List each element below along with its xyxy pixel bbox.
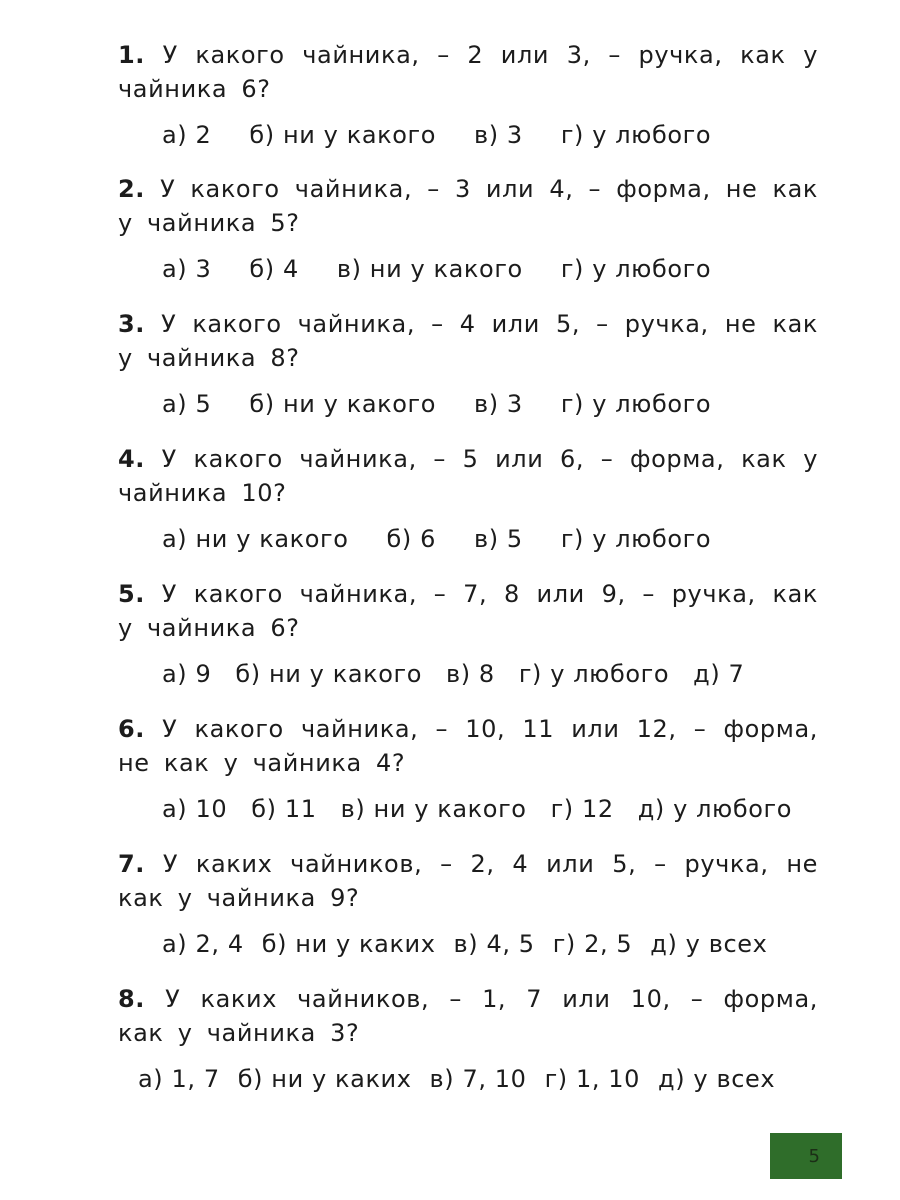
question-6 <box>118 712 818 826</box>
answer-option-d[interactable]: г) 2, 5 <box>552 930 633 958</box>
answer-option-e[interactable]: д) у любого <box>637 795 793 823</box>
question-number: 4. <box>118 445 146 473</box>
answer-option-b[interactable]: б) ни у каких <box>261 930 436 958</box>
answer-option-d[interactable]: г) у любого <box>560 255 712 283</box>
answer-option-d[interactable]: г) у любого <box>560 525 712 553</box>
answer-option-e[interactable]: д) 7 <box>693 660 745 688</box>
answer-option-e[interactable]: д) у всех <box>658 1065 776 1093</box>
answer-option-a[interactable]: а) 10 <box>162 795 228 823</box>
question-text: У каких чайников, – 2, 4 или 5, – ручка, не как у чайника 9? <box>118 850 819 912</box>
answer-option-d[interactable]: г) у любого <box>560 390 712 418</box>
answer-option-b[interactable]: б) ни у какого <box>249 121 436 149</box>
question-number: 5. <box>118 580 146 608</box>
answer-option-d[interactable]: г) 1, 10 <box>544 1065 641 1093</box>
question-text: У какого чайника, – 5 или 6, – форма, как у чайника 10? <box>118 445 818 507</box>
question-4 <box>118 442 818 556</box>
question-number: 3. <box>118 310 146 338</box>
answer-options <box>118 118 818 152</box>
answer-option-a[interactable]: а) 9 <box>162 660 212 688</box>
question-1 <box>118 38 818 152</box>
question-text: У какого чайника, – 2 или 3, – ручка, как у чайника 6? <box>118 41 818 103</box>
question-5 <box>118 577 818 691</box>
answer-options <box>118 1062 818 1096</box>
question-number: 1. <box>118 41 146 69</box>
answer-options <box>118 387 818 421</box>
answer-option-b[interactable]: б) ни у какого <box>235 660 422 688</box>
answer-option-c[interactable]: в) ни у какого <box>340 795 527 823</box>
question-number: 6. <box>118 715 146 743</box>
question-number: 2. <box>118 175 146 203</box>
question-number: 7. <box>118 850 146 878</box>
question-number: 8. <box>118 985 146 1013</box>
question-text: У какого чайника, – 4 или 5, – ручка, не как у чайника 8? <box>118 310 819 372</box>
answer-option-b[interactable]: б) ни у какого <box>249 390 436 418</box>
answer-option-b[interactable]: б) ни у каких <box>237 1065 412 1093</box>
answer-option-e[interactable]: д) у всех <box>650 930 768 958</box>
answer-options <box>118 657 818 691</box>
page-number: 5 <box>808 1145 820 1167</box>
page-number-badge <box>770 1133 842 1179</box>
question-text: У какого чайника, – 7, 8 или 9, – ручка, как у чайника 6? <box>118 580 818 642</box>
answer-option-a[interactable]: а) 1, 7 <box>138 1065 220 1093</box>
answer-option-c[interactable]: в) 3 <box>474 121 523 149</box>
answer-option-d[interactable]: г) у любого <box>518 660 670 688</box>
answer-options <box>118 252 818 286</box>
answer-option-c[interactable]: в) ни у какого <box>336 255 523 283</box>
answer-option-c[interactable]: в) 7, 10 <box>429 1065 527 1093</box>
answer-options <box>118 792 818 826</box>
answer-option-c[interactable]: в) 4, 5 <box>453 930 535 958</box>
question-text: У каких чайников, – 1, 7 или 10, – форма, как у чайника 3? <box>118 985 818 1047</box>
question-3 <box>118 307 818 421</box>
question-2 <box>118 172 818 286</box>
question-text: У какого чайника, – 3 или 4, – форма, не как у чайника 5? <box>118 175 818 237</box>
answer-option-c[interactable]: в) 5 <box>474 525 523 553</box>
answer-option-d[interactable]: г) 12 <box>550 795 614 823</box>
answer-option-a[interactable]: а) 3 <box>162 255 212 283</box>
answer-option-a[interactable]: а) 5 <box>162 390 212 418</box>
answer-option-c[interactable]: в) 3 <box>474 390 523 418</box>
answer-option-a[interactable]: а) 2, 4 <box>162 930 244 958</box>
answer-options <box>118 522 818 556</box>
question-8 <box>118 982 818 1096</box>
answer-option-b[interactable]: б) 4 <box>249 255 299 283</box>
answer-options <box>118 927 818 961</box>
answer-option-d[interactable]: г) у любого <box>560 121 712 149</box>
question-7 <box>118 847 818 961</box>
answer-option-b[interactable]: б) 11 <box>251 795 317 823</box>
answer-option-a[interactable]: а) ни у какого <box>162 525 349 553</box>
answer-option-b[interactable]: б) 6 <box>386 525 436 553</box>
question-text: У какого чайника, – 10, 11 или 12, – форма, не как у чайника 4? <box>118 715 818 777</box>
answer-option-a[interactable]: а) 2 <box>162 121 212 149</box>
answer-option-c[interactable]: в) 8 <box>446 660 495 688</box>
